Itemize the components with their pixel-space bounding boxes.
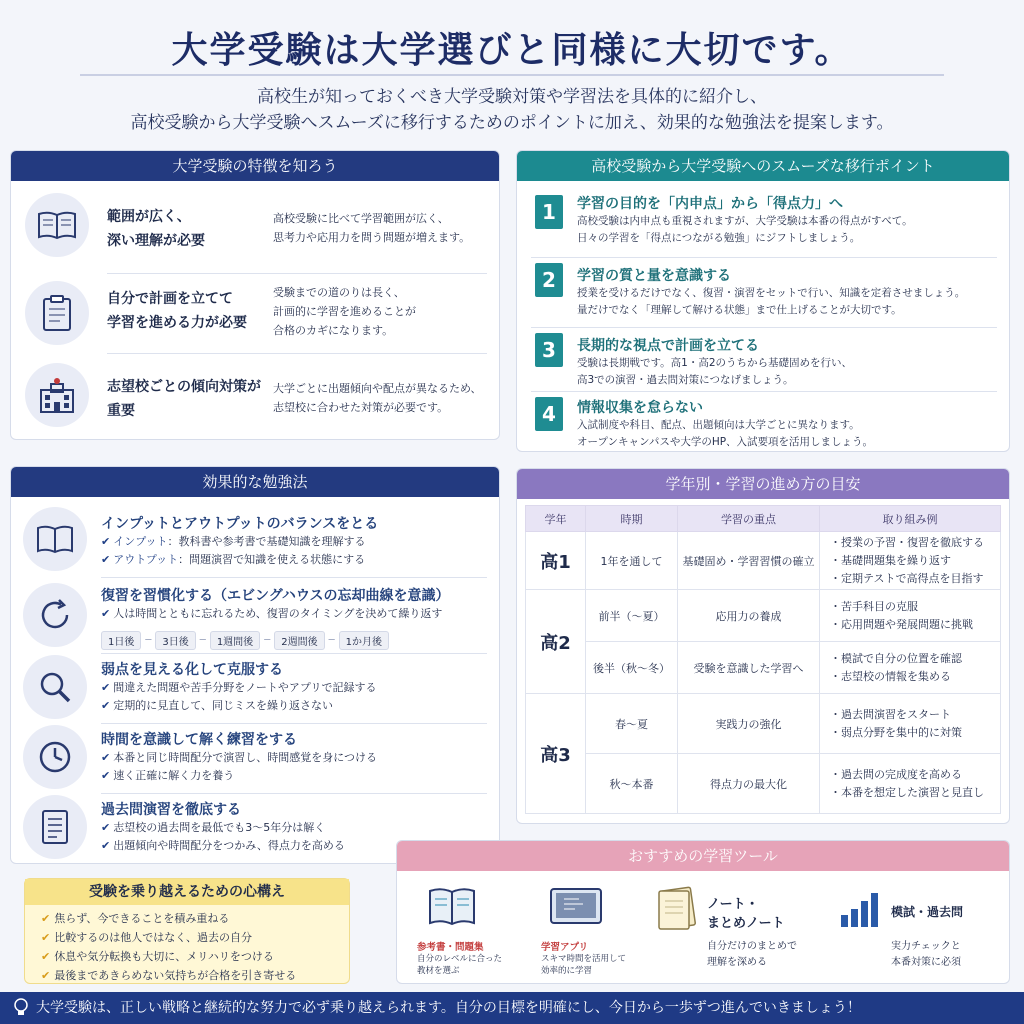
table-row (526, 642, 1001, 694)
feature-item (25, 193, 89, 257)
method-bullet: 速く正確に解く力を養う (113, 769, 235, 782)
example-line: ・模試で自分の位置を確認 (830, 651, 962, 665)
page-title: 大学受験は大学選びと同様に大切です。 (171, 29, 853, 71)
focus-cell: 受験を意識した学習へ (678, 642, 820, 694)
tool-desc: 自分だけのまとめで (707, 941, 797, 952)
subtitle-line-2: 高校受験から大学受験へスムーズに移行するためのポイントに加え、効果的な勉強法を提案します。 (130, 113, 894, 133)
point-title: 学習の目的を「内申点」から「得点力」へ (577, 196, 843, 212)
point-text: 量だけでなく「理解して解ける状態」まで仕上げることが大切です。 (577, 304, 902, 316)
tool-name: 学習アプリ (541, 942, 589, 953)
feature-title-line: 自分で計画を立てて (107, 291, 233, 307)
interval-chip: 3日後 (155, 631, 195, 650)
method-bullet: 本番と同じ時間配分で演習し、時間感覚を身につける (113, 751, 377, 764)
example-line: ・苦手科目の克服 (830, 599, 918, 613)
point-title: 長期的な視点で計画を立てる (577, 338, 759, 354)
lightbulb-icon (12, 992, 30, 1024)
example-line: ・弱点分野を集中的に対策 (830, 725, 962, 739)
column-header: 学年 (526, 506, 586, 532)
feature-desc-line: 受験までの道のりは長く、 (273, 286, 405, 299)
example-line: ・志望校の情報を集める (830, 669, 951, 683)
bar-chart-icon (839, 891, 883, 933)
clock-icon (23, 725, 87, 789)
subtitle-line-1: 高校生が知っておくべき大学受験対策や学習法を具体的に紹介し、 (257, 87, 767, 107)
feature-desc-line: 合格のカギになります。 (273, 324, 394, 337)
tools-heading: おすすめの学習ツール (397, 841, 1009, 871)
schedule-panel (516, 468, 1010, 824)
point-number: 4 (535, 397, 563, 431)
tool-desc: 本番対策に必須 (891, 957, 961, 968)
check-icon: ✔ (101, 607, 111, 620)
point-text: オープンキャンパスや大学のHP、入試要項を活用しましょう。 (577, 436, 874, 448)
method-title: 過去問演習を徹底する (101, 802, 241, 818)
feature-desc-line: 計画的に学習を進めることが (273, 305, 416, 318)
mindset-item: 最後まであきらめない気持ちが合格を引き寄せる (54, 969, 297, 982)
point-text: 入試制度や科目、配点、出題傾向は大学ごとに異なります。 (577, 419, 860, 431)
tool-desc: 自分のレベルに合った (417, 954, 503, 964)
divider (101, 793, 487, 794)
clipboard-icon (25, 281, 89, 345)
mindset-item: 比較するのは他人ではなく、過去の自分 (54, 931, 252, 944)
feature-desc-line: 志望校に合わせた対策が必要です。 (273, 401, 449, 414)
point-number: 2 (535, 263, 563, 297)
period-cell: 春～夏 (586, 694, 678, 754)
review-interval-row: 1日後 ─ 3日後 ─ 1週間後 ─ 2週間後 ─ 1か月後 (101, 631, 496, 650)
interval-chip: 2週間後 (274, 631, 324, 650)
method-title: 弱点を見える化して克服する (101, 662, 283, 678)
method-bullet: 志望校の過去問を最低でも3～5年分は解く (113, 821, 326, 834)
method-bullet: 定期的に見直して、同じミスを繰り返さない (113, 699, 333, 712)
check-icon: ✔ (101, 751, 111, 764)
feature-title-line: 学習を進める力が必要 (107, 315, 247, 331)
footer-text: 大学受験は、正しい戦略と継続的な努力で必ず乗り越えられます。自分の目標を明確にし、今日から一歩ずつ進んでいきましょう！ (36, 1000, 861, 1016)
period-cell: 秋～本番 (586, 754, 678, 814)
focus-cell: 応用力の養成 (678, 590, 820, 642)
point-text: 日々の学習を「得点につながる勉強」にジフトしましょう。 (577, 232, 861, 244)
divider (531, 327, 997, 328)
point-number: 3 (535, 333, 563, 367)
magnifier-icon (23, 655, 87, 719)
interval-chip: 1週間後 (210, 631, 260, 650)
focus-cell: 得点力の最大化 (678, 754, 820, 814)
feature-title-line: 重要 (107, 403, 135, 419)
method-bullet: 間違えた問題や苦手分野をノートやアプリで記録する (113, 681, 377, 694)
table-header-row (526, 506, 1001, 532)
notebook-icon (655, 885, 697, 935)
grade-cell: 高3 (526, 694, 586, 814)
table-row (526, 694, 1001, 754)
point-title: 学習の質と量を意識する (577, 268, 731, 284)
open-book-icon (25, 193, 89, 257)
divider (531, 391, 997, 392)
point-text: 高3での演習・過去問対策につなげましょう。 (577, 374, 794, 386)
divider (531, 257, 997, 258)
mindset-item: 休息や気分転換も大切に、メリハリをつける (54, 950, 274, 963)
mindset-heading: 受験を乗り越えるための心構え (25, 879, 349, 905)
check-icon: ✔ (41, 950, 51, 963)
example-line: ・過去問演習をスタート (830, 707, 951, 721)
transition-panel (516, 150, 1010, 452)
feature-title-line: 範囲が広く、 (107, 209, 191, 225)
divider (107, 353, 487, 354)
interval-chip: 1日後 (101, 631, 141, 650)
method-title: 復習を習慣化する（エビングハウスの忘却曲線を意識） (101, 588, 450, 604)
tool-desc: スキマ時間を活用して (541, 954, 627, 964)
point-number: 1 (535, 195, 563, 229)
tool-desc: 教材を選ぶ (417, 966, 460, 976)
check-icon: ✔ (41, 931, 51, 944)
focus-cell: 実践力の強化 (678, 694, 820, 754)
grade-cell: 高2 (526, 590, 586, 694)
check-icon: ✔ (101, 769, 111, 782)
check-icon: ✔ (101, 839, 111, 852)
feature-desc-line: 大学ごとに出題傾向や配点が異なるため、 (273, 382, 482, 395)
cycle-arrows-icon (23, 583, 87, 647)
tool-name: ノート・ (707, 897, 759, 912)
check-icon: ✔ (101, 681, 111, 694)
schedule-heading: 学年別・学習の進め方の目安 (517, 469, 1009, 499)
method-title: インプットとアウトプットのバランスをとる (101, 516, 379, 532)
interval-chip: 1か月後 (339, 631, 389, 650)
methods-panel (10, 466, 500, 864)
example-line: ・基礎問題集を繰り返す (830, 553, 951, 567)
grade-cell: 高1 (526, 532, 586, 590)
document-icon (23, 795, 87, 859)
check-icon: ✔ (41, 969, 51, 982)
footer-banner (0, 992, 1024, 1024)
method-bullet: ：教科書や参考書で基礎知識を理解する (167, 535, 366, 548)
tool-desc: 効率的に学習 (541, 966, 593, 976)
example-line: ・定期テストで高得点を目指す (830, 571, 984, 585)
school-building-icon (25, 363, 89, 427)
mindset-item: 焦らず、今できることを積み重ねる (54, 912, 230, 925)
book-icon (23, 507, 87, 571)
method-bullet: 出題傾向や時間配分をつかみ、得点力を高める (113, 839, 345, 852)
period-cell: 前半（～夏） (586, 590, 678, 642)
table-row (526, 590, 1001, 642)
features-panel (10, 150, 500, 440)
focus-cell: 基礎固め・学習習慣の確立 (678, 532, 820, 590)
check-icon: ✔ (101, 535, 111, 548)
point-title: 情報収集を怠らない (577, 400, 703, 416)
tablet-app-icon (549, 887, 603, 931)
column-header: 取り組み例 (820, 506, 1001, 532)
textbook-icon (427, 885, 477, 931)
tool-name-line2: まとめノート (707, 916, 785, 931)
check-icon: ✔ (101, 699, 111, 712)
example-line: ・授業の予習・復習を徹底する (830, 535, 984, 549)
method-title: 時間を意識して解く練習をする (101, 732, 297, 748)
title-divider (80, 74, 944, 76)
divider (101, 653, 487, 654)
point-text: 授業を受けるだけでなく、復習・演習をセットで行い、知識を定着させましょう。 (577, 287, 966, 299)
transition-heading: 高校受験から大学受験へのスムーズな移行ポイント (517, 151, 1009, 181)
method-bullet: 人は時間とともに忘れるため、復習のタイミングを決めて繰り返す (113, 607, 443, 620)
check-icon: ✔ (41, 912, 51, 925)
point-text: 受験は長期戦です。高1・高2のうちから基礎固めを行い、 (577, 357, 853, 369)
tools-panel (396, 840, 1010, 984)
divider (101, 723, 487, 724)
feature-title-line: 深い理解が必要 (107, 233, 205, 249)
example-line: ・本番を想定した演習と見直し (830, 785, 984, 799)
tool-desc: 理解を深める (707, 957, 767, 968)
tool-desc: 実力チェックと (891, 941, 961, 952)
example-line: ・過去問の完成度を高める (830, 767, 962, 781)
check-icon: ✔ (101, 821, 111, 834)
point-text: 高校受験は内申点も重視されますが、大学受験は本番の得点がすべて。 (577, 215, 913, 227)
period-cell: 1年を通して (586, 532, 678, 590)
check-icon: ✔ (101, 553, 111, 566)
method-bullet: ：問題演習で知識を使える状態にする (178, 553, 366, 566)
method-label: インプット (113, 535, 168, 548)
table-row (526, 532, 1001, 590)
divider (107, 273, 487, 274)
column-header: 時期 (586, 506, 678, 532)
method-label: アウトプット (113, 553, 179, 566)
features-heading: 大学受験の特徴を知ろう (11, 151, 499, 181)
feature-desc-line: 思考力や応用力を問う問題が増えます。 (273, 231, 471, 244)
feature-desc-line: 高校受験に比べて学習範囲が広く、 (273, 212, 449, 225)
mindset-box (24, 878, 350, 984)
tool-name: 模試・過去問 (891, 905, 964, 919)
methods-heading: 効果的な勉強法 (11, 467, 499, 497)
feature-title-line: 志望校ごとの傾向対策が (107, 379, 261, 395)
period-cell: 後半（秋～冬） (586, 642, 678, 694)
table-row (526, 754, 1001, 814)
column-header: 学習の重点 (678, 506, 820, 532)
tool-name: 参考書・問題集 (417, 942, 484, 953)
example-line: ・応用問題や発展問題に挑戦 (830, 617, 973, 631)
schedule-table (525, 505, 1001, 814)
divider (101, 577, 487, 578)
